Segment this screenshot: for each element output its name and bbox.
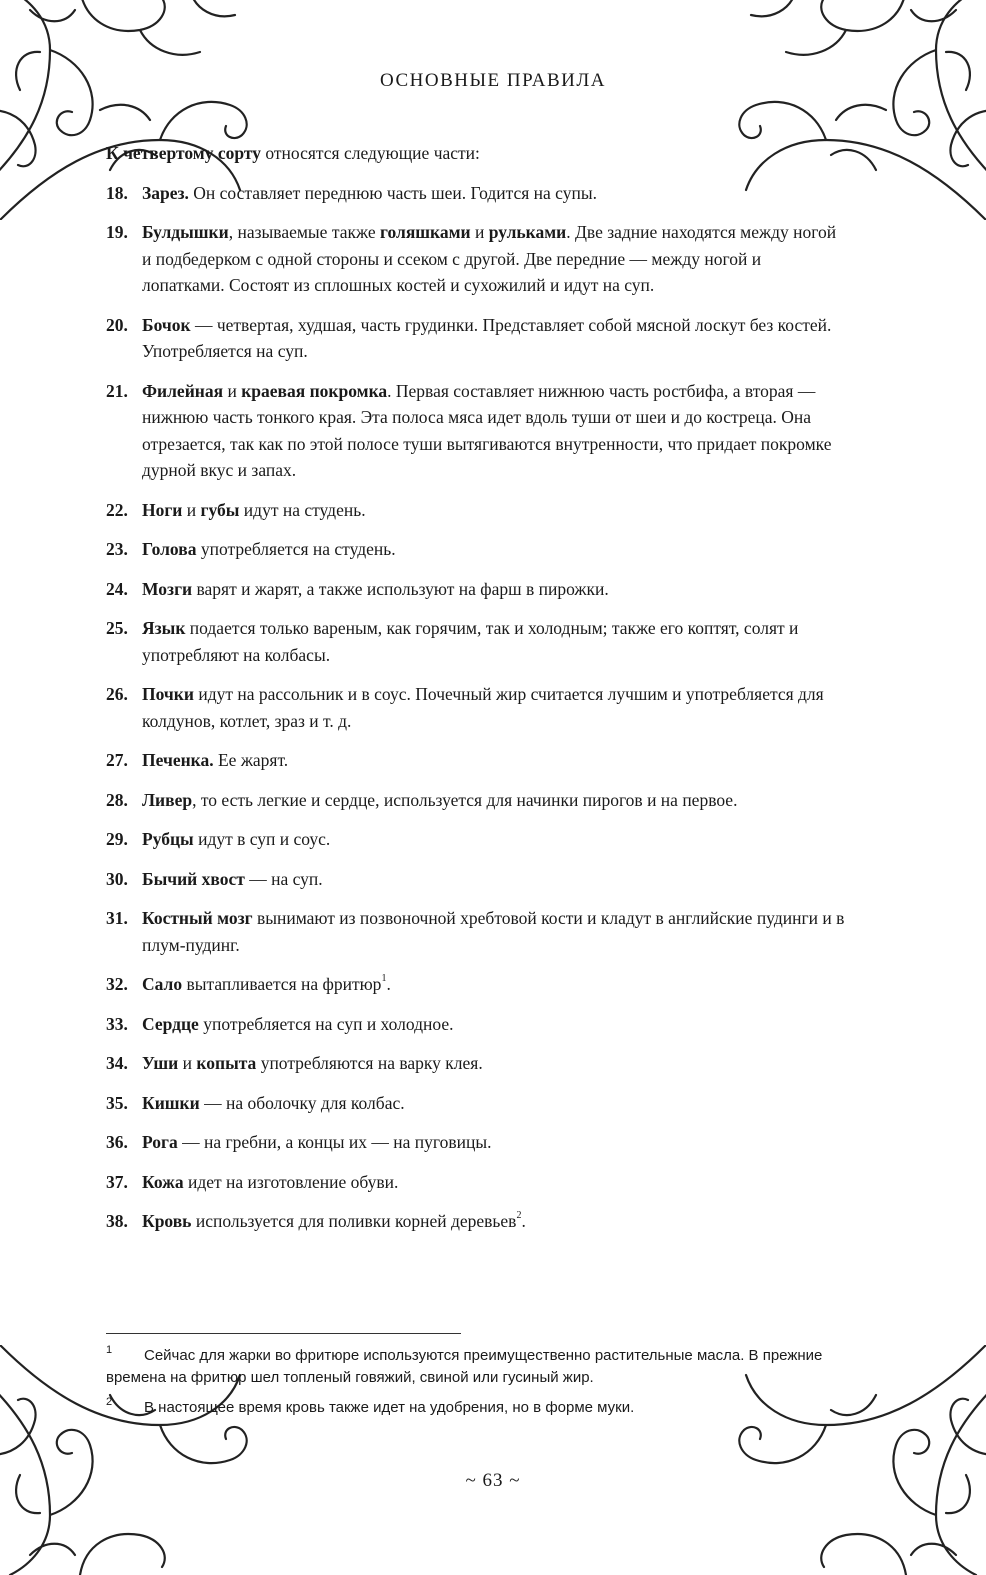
footnote-number: 1 xyxy=(106,1344,113,1356)
term: Рога xyxy=(142,1132,178,1152)
list-item xyxy=(106,787,846,814)
footnote-divider xyxy=(106,1333,461,1334)
term: Язык xyxy=(142,618,186,638)
term: Кровь xyxy=(142,1211,192,1231)
item-number: 31. xyxy=(106,908,128,928)
item-text: , то есть легкие и сердце, используется для начинки пирогов и на первое. xyxy=(192,789,738,810)
item-text: и xyxy=(470,222,489,242)
footnote xyxy=(106,1397,866,1419)
footnote-text: В настоящее время кровь также идет на удобрения, но в форме муки. xyxy=(144,1399,635,1416)
item-number: 22. xyxy=(106,499,128,520)
intro-rest: относятся следующие части: xyxy=(260,143,480,163)
item-number: 24. xyxy=(106,578,128,599)
list-item xyxy=(106,826,846,853)
term: Уши xyxy=(142,1053,179,1073)
item-number: 30. xyxy=(106,868,128,889)
item-number: 38. xyxy=(106,1211,128,1231)
list-item xyxy=(106,1011,846,1038)
item-text: — четвертая, худшая, часть грудинки. Представляет собой мясной лоскут без костей. Употребляется на суп. xyxy=(142,314,832,361)
term: Бычий хвост xyxy=(142,868,245,889)
footnote xyxy=(106,1345,866,1389)
list-item xyxy=(106,1129,846,1156)
item-number: 23. xyxy=(106,539,128,559)
main-text xyxy=(106,140,846,1248)
item-number: 25. xyxy=(106,618,128,638)
term: копыта xyxy=(196,1053,257,1073)
item-text: и xyxy=(178,1053,197,1073)
items-list xyxy=(106,180,846,1235)
list-item xyxy=(106,681,846,734)
item-text: , называемые также xyxy=(228,222,380,242)
list-item xyxy=(106,866,846,893)
term: Бочок xyxy=(142,314,191,335)
item-number: 33. xyxy=(106,1013,128,1034)
item-text: идут в суп и соус. xyxy=(193,829,331,849)
item-number: 36. xyxy=(106,1132,128,1152)
footnote-number: 2 xyxy=(106,1396,113,1408)
term: Кишки xyxy=(142,1092,200,1113)
item-text: . Первая составляет нижнюю часть ростбифа, а вторая — нижнюю часть тонкого края. Эта полоса мяса идет вдоль туши от шеи и до кострецa. Она отрезается, так как по этой полосе туши вытягиваются внутренности, что придает покромке дурной вкус и запах. xyxy=(142,380,832,480)
item-text: употребляется на суп и холодное. xyxy=(198,1013,454,1034)
item-text: идут на рассольник и в соус. Почечный жир считается лучшим и употребляется для колдунов, котлет, зраз и т. д. xyxy=(142,684,824,731)
list-item xyxy=(106,378,846,484)
item-text: варят и жарят, а также используют на фарш в пирожки. xyxy=(192,578,609,599)
item-number: 37. xyxy=(106,1171,128,1192)
item-text: Ее жарят. xyxy=(213,750,289,770)
item-text: Он составляет переднюю часть шеи. Годится на супы. xyxy=(188,182,597,203)
list-item xyxy=(106,1090,846,1117)
list-item xyxy=(106,1169,846,1196)
term: губы xyxy=(200,499,240,520)
list-item xyxy=(106,615,846,668)
item-text: и xyxy=(182,499,201,520)
term: Сало xyxy=(142,974,183,994)
item-number: 34. xyxy=(106,1053,128,1073)
item-text: употребляется на студень. xyxy=(196,539,396,559)
item-text: — на суп. xyxy=(244,868,323,889)
item-number: 19. xyxy=(106,222,128,242)
page-number: ~ 63 ~ xyxy=(465,1470,521,1491)
term: голяшками xyxy=(379,222,471,242)
term: Ливер xyxy=(142,789,193,810)
item-number: 32. xyxy=(106,974,128,994)
item-text: . xyxy=(386,974,391,994)
term: Кожа xyxy=(142,1171,184,1192)
list-item xyxy=(106,576,846,603)
term: Сердце xyxy=(142,1013,199,1034)
item-text: подается только вареным, как горячим, так и холодным; также его коптят, солят и употребляют на колбасы. xyxy=(142,618,799,665)
term: рульками xyxy=(488,222,567,242)
item-number: 26. xyxy=(106,684,128,704)
footnote-ref: 2 xyxy=(516,1210,522,1222)
list-item xyxy=(106,747,846,774)
term: Булдышки xyxy=(142,222,229,242)
item-number: 18. xyxy=(106,182,128,203)
item-number: 29. xyxy=(106,829,128,849)
intro-paragraph xyxy=(106,140,846,167)
footnotes xyxy=(106,1345,866,1427)
term: Рубцы xyxy=(142,829,194,849)
term: Костный мозг xyxy=(142,908,253,928)
item-text: используется для поливки корней деревьев xyxy=(191,1211,517,1231)
list-item xyxy=(106,1050,846,1077)
item-number: 28. xyxy=(106,789,128,810)
footnote-text: Сейчас для жарки во фритюре используются преимущественно растительные масла. В прежние времена на фритюр шел топленый говяжий, свиной или гусиный жир. xyxy=(106,1347,823,1386)
item-text: — на оболочку для колбас. xyxy=(199,1092,405,1113)
item-number: 20. xyxy=(106,314,128,335)
item-text: употребляются на варку клея. xyxy=(256,1053,483,1073)
term: Зарез. xyxy=(142,182,189,203)
item-number: 21. xyxy=(106,380,128,401)
list-item xyxy=(106,180,846,207)
item-number: 35. xyxy=(106,1092,128,1113)
list-item xyxy=(106,1208,846,1235)
term: Мозги xyxy=(142,578,193,599)
item-text: — на гребни, а концы их — на пуговицы. xyxy=(177,1132,492,1152)
list-item xyxy=(106,905,846,958)
item-text: вынимают из позвоночной хребтовой кости и кладут в английские пудинги и в плум-пудинг. xyxy=(142,908,845,955)
item-number: 27. xyxy=(106,750,128,770)
list-item xyxy=(106,536,846,563)
item-text: и xyxy=(223,380,242,401)
term: Печенка. xyxy=(142,750,214,770)
item-text: идет на изготовление обуви. xyxy=(183,1171,399,1192)
list-item xyxy=(106,312,846,365)
term: краевая покромка xyxy=(241,380,388,401)
term: Голова xyxy=(142,539,197,559)
item-text: вытапливается на фритюр xyxy=(182,974,382,994)
list-item xyxy=(106,497,846,524)
term: Ноги xyxy=(142,499,183,520)
term: Почки xyxy=(142,684,194,704)
list-item xyxy=(106,219,846,299)
running-header: ОСНОВНЫЕ ПРАВИЛА xyxy=(380,70,606,91)
list-item xyxy=(106,971,846,998)
item-text: идут на студень. xyxy=(239,499,366,520)
intro-bold: К четвертому сорту xyxy=(106,143,261,163)
item-text: . Две задние находятся между ногой и подбедерком с одной стороны и ссеком с другой. Две передние — между ногой и лопатками. Состоят из сплошных костей и сухожилий и идут на суп. xyxy=(142,222,837,295)
term: Филейная xyxy=(142,380,224,401)
item-text: . xyxy=(521,1211,526,1231)
footnote-ref: 1 xyxy=(381,973,387,985)
